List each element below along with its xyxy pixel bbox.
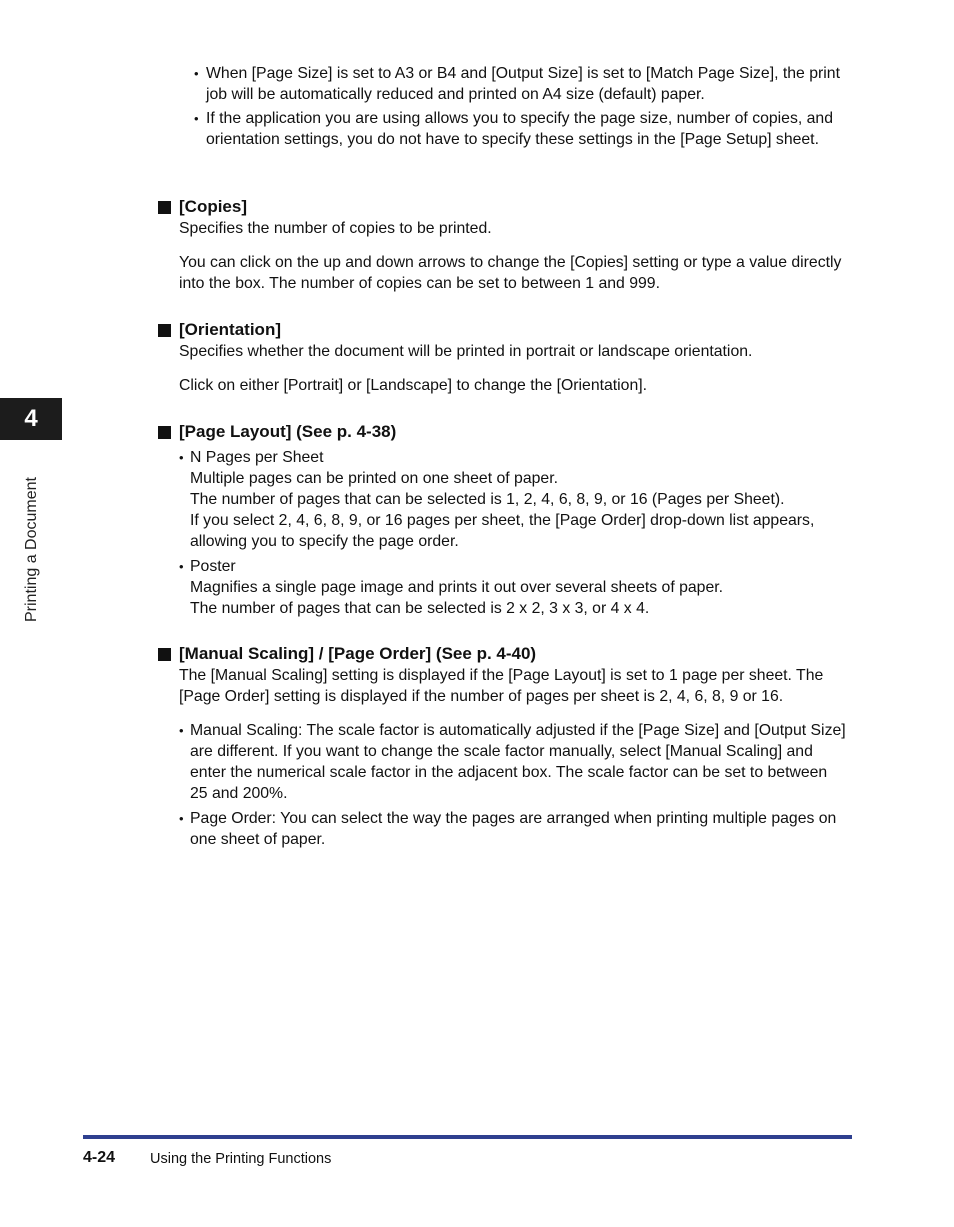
item-line: If you select 2, 4, 6, 8, 9, or 16 pages per sheet, the [Page Order] drop-down list appears, allowing you to specify the page order. xyxy=(190,512,815,550)
footer-title: Using the Printing Functions xyxy=(150,1151,332,1167)
chapter-side-label: Printing a Document xyxy=(23,477,40,622)
item-line: The number of pages that can be selected is 2 x 2, 3 x 3, or 4 x 4. xyxy=(190,600,650,617)
bullet-icon: • xyxy=(179,723,184,738)
section-heading xyxy=(158,319,848,341)
section-manual-scaling xyxy=(158,643,848,850)
paragraph: Specifies the number of copies to be printed. xyxy=(179,220,492,237)
paragraph: Specifies whether the document will be printed in portrait or landscape orientation. xyxy=(179,343,753,360)
note-text: If the application you are using allows you to specify the page size, number of copies, and orientation settings, you do not have to specify these settings in the [Page Setup] sheet. xyxy=(206,110,833,148)
heading-text: [Copies] xyxy=(179,197,247,216)
heading-text: [Manual Scaling] / [Page Order] (See p. 4-40) xyxy=(179,644,537,663)
top-notes xyxy=(194,63,844,153)
item-title: N Pages per Sheet xyxy=(190,449,324,466)
footer-rule xyxy=(83,1135,852,1139)
note-item xyxy=(194,63,844,105)
item-title: Poster xyxy=(190,558,236,575)
item-line: Magnifies a single page image and prints it out over several sheets of paper. xyxy=(190,579,724,596)
bullet-icon: • xyxy=(179,811,184,826)
note-item xyxy=(194,108,844,150)
bullet-icon: • xyxy=(194,111,199,126)
item-text: Page Order: You can select the way the pages are arranged when printing multiple pages on one sheet of paper. xyxy=(190,810,837,848)
square-bullet-icon xyxy=(158,648,171,661)
bullet-icon: • xyxy=(194,66,199,81)
item-line: The number of pages that can be selected is 1, 2, 4, 6, 8, 9, or 16 (Pages per Sheet). xyxy=(190,491,785,508)
list-item xyxy=(179,808,848,850)
page-number: 4-24 xyxy=(83,1149,116,1166)
heading-text: [Page Layout] (See p. 4-38) xyxy=(179,422,397,441)
heading-text: [Orientation] xyxy=(179,320,281,339)
item-text: Manual Scaling: The scale factor is automatically adjusted if the [Page Size] and [Output Size] are different. If you want to change the scale factor manually, select [Manual Scaling] and enter the numerical scale factor in the adjacent box. The scale factor can be set to between 25 and 200%. xyxy=(190,722,846,802)
paragraph: You can click on the up and down arrows to change the [Copies] setting or type a value directly into the box. The number of copies can be set to between 1 and 999. xyxy=(179,254,842,292)
item-line: Multiple pages can be printed on one sheet of paper. xyxy=(190,470,558,487)
chapter-tab: 4 xyxy=(0,398,62,440)
paragraph: Click on either [Portrait] or [Landscape] to change the [Orientation]. xyxy=(179,377,648,394)
square-bullet-icon xyxy=(158,201,171,214)
square-bullet-icon xyxy=(158,426,171,439)
section-heading xyxy=(158,421,848,443)
list-item xyxy=(179,556,848,619)
bullet-icon: • xyxy=(179,559,184,574)
list-item xyxy=(179,720,848,804)
note-text: When [Page Size] is set to A3 or B4 and [Output Size] is set to [Match Page Size], the print job will be automatically reduced and printed on A4 size (default) paper. xyxy=(206,65,840,103)
section-orientation xyxy=(158,319,848,396)
paragraph: The [Manual Scaling] setting is displayed if the [Page Layout] is set to 1 page per sheet. The [Page Order] setting is displayed if the number of pages per sheet is 2, 4, 6, 8, 9 or 16. xyxy=(179,667,824,705)
section-page-layout xyxy=(158,421,848,619)
square-bullet-icon xyxy=(158,324,171,337)
section-heading xyxy=(158,196,848,218)
list-item xyxy=(179,447,848,552)
bullet-icon: • xyxy=(179,450,184,465)
section-copies xyxy=(158,196,848,294)
section-heading xyxy=(158,643,848,665)
